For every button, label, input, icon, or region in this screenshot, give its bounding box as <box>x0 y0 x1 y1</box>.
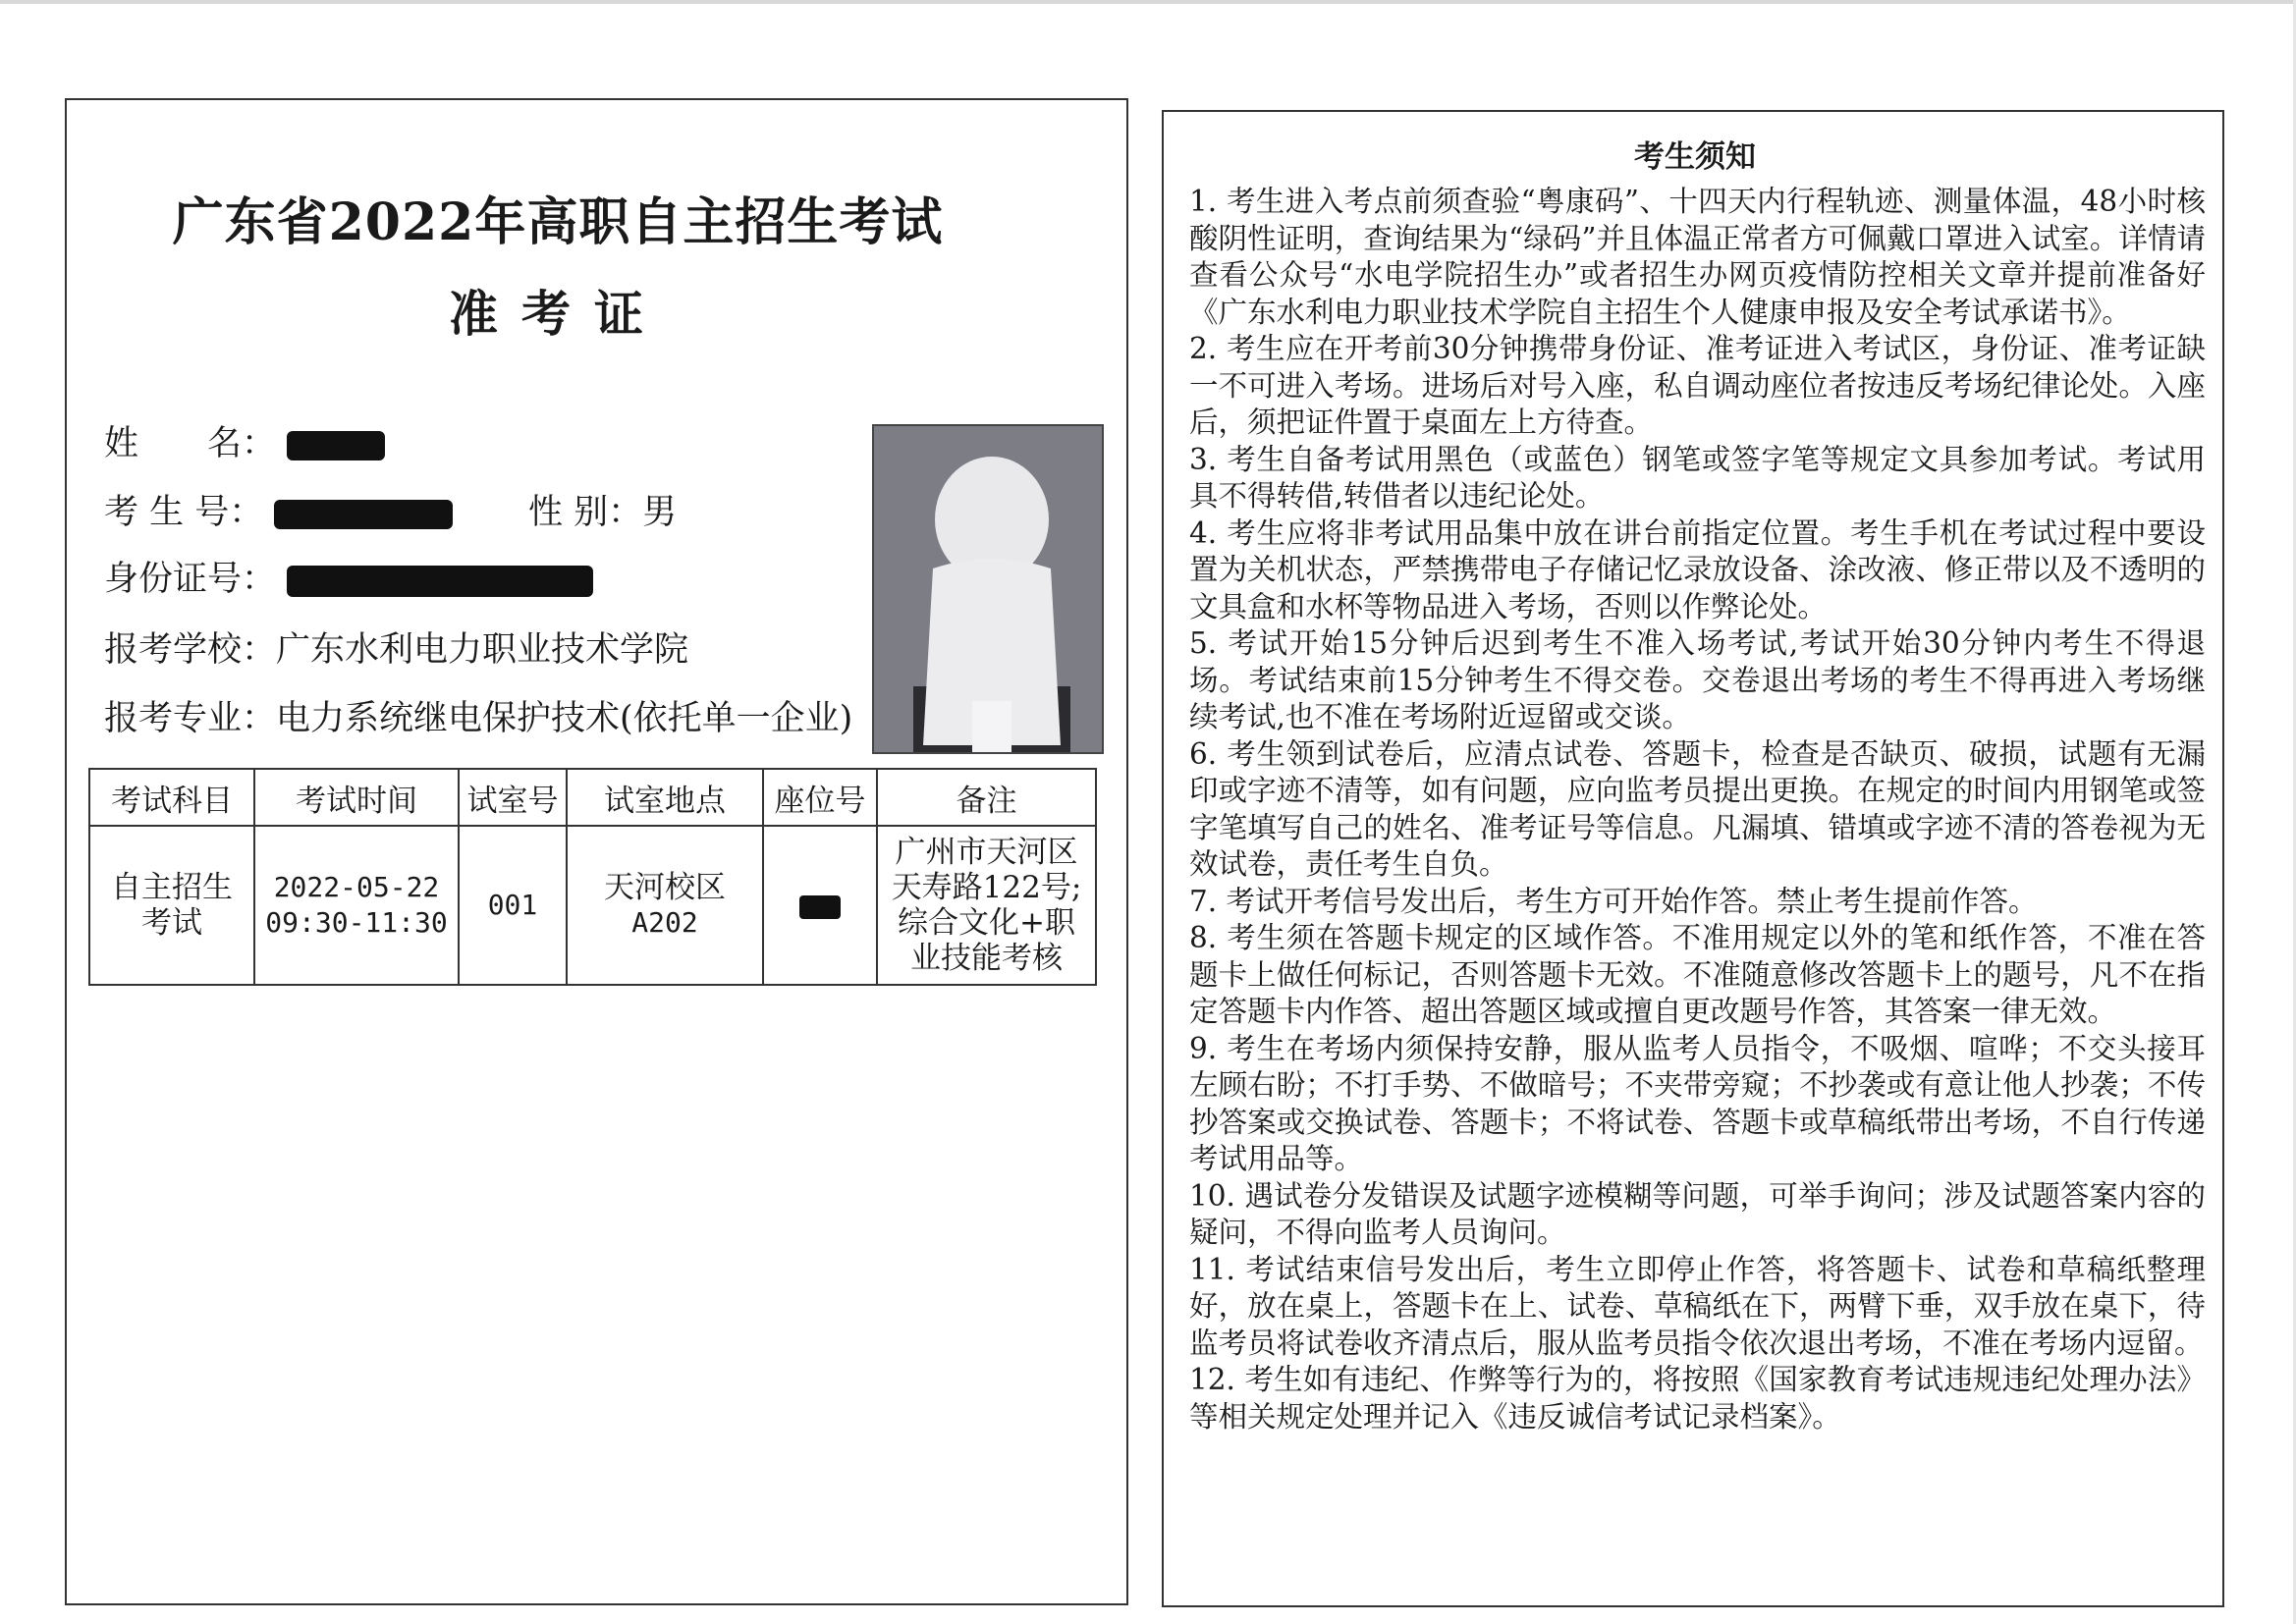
notice-title: 考生须知 <box>1634 139 1756 175</box>
major-label: 报考专业： <box>104 699 277 738</box>
ticket-title: 广东省2022年高职自主招生考试 <box>172 192 944 252</box>
candidate-notice-panel <box>1162 110 2224 1607</box>
id-number-label: 身份证号： <box>104 560 277 599</box>
exam-time: 09:30-11:30 <box>265 906 448 939</box>
gender-value: 男 <box>642 493 678 532</box>
notice-item: 7. 考试开考信号发出后，考生方可开始作答。禁止考生提前作答。 <box>1189 884 2038 918</box>
notice-item: 5. 考试开始15分钟后迟到考生不准入场考试,考试开始30分钟内考生不得退场。考试结束前15分钟考生不得交卷。交卷退出考场的考生不得再进入考场继续考试,也不准在考场附近逗留或交谈。 <box>1189 626 2206 733</box>
notice-item: 1. 考生进入考点前须查验“粤康码”、十四天内行程轨迹、测量体温，48小时核酸阴性证明，查询结果为“绿码”并且体温正常者方可佩戴口罩进入试室。详情请查看公众号“水电学院招生办”或者招生办网页疫情防控相关文章并提前准备好《广东水利电力职业技术学院自主招生个人健康申报及安全考试承诺书》。 <box>1189 185 2206 329</box>
exam-number-field <box>104 485 453 534</box>
name-field <box>104 416 385 465</box>
major-field <box>104 691 852 740</box>
table-header: 考试时间 <box>254 769 459 826</box>
seat-number-cell <box>763 826 877 985</box>
remarks-line: 广州市天河区 <box>895 835 1078 870</box>
remarks-cell <box>877 826 1096 985</box>
name-label: 姓 名： <box>104 424 277 463</box>
remarks-line: 业技能考核 <box>910 941 1063 976</box>
seat-number-redaction <box>799 895 841 919</box>
time-cell <box>254 826 459 985</box>
ticket-subtitle: 准考证 <box>449 285 667 343</box>
gender-label: 性 别： <box>528 493 643 532</box>
table-header: 备注 <box>877 769 1096 826</box>
major-value: 电力系统继电保护技术(依托单一企业) <box>276 699 853 738</box>
school-label: 报考学校： <box>104 630 277 670</box>
subject-line: 考试 <box>141 905 202 941</box>
remarks-line: 综合文化+职 <box>898 905 1075 941</box>
notice-item: 10. 遇试卷分发错误及试题字迹模糊等问题，可举手询问；涉及试题答案内容的疑问，不得向监考人员询问。 <box>1189 1178 2206 1249</box>
notice-item: 12. 考生如有违纪、作弊等行为的，将按照《国家教育考试违规违纪处理办法》等相关规定处理并记入《违反诚信考试记录档案》。 <box>1189 1363 2206 1434</box>
table-header-row <box>89 769 1096 826</box>
remarks-line: 天寿路122号; <box>891 870 1082 905</box>
notice-item: 3. 考生自备考试用黑色（或蓝色）钢笔或签字笔等规定文具参加考试。考试用具不得转借,转借者以违纪论处。 <box>1189 442 2206 513</box>
exam-number-label: 考 生 号： <box>104 493 264 532</box>
exam-date: 2022-05-22 <box>273 871 440 903</box>
table-header: 试室地点 <box>567 769 763 826</box>
exam-schedule-table <box>88 768 1097 986</box>
notice-item: 9. 考生在考场内须保持安静，服从监考人员指令，不吸烟、喧哗；不交头接耳左顾右盼；不打手势、不做暗号；不夹带旁窥；不抄袭或有意让他人抄袭；不传抄答案或交换试卷、答题卡；不将试卷、答题卡或草稿纸带出考场，不自行传递考试用品等。 <box>1189 1031 2206 1175</box>
room-code: A202 <box>631 906 698 939</box>
room-location-cell <box>567 826 763 985</box>
notice-item: 11. 考试结束信号发出后，考生立即停止作答，将答题卡、试卷和草稿纸整理好，放在桌上，答题卡在上、试卷、草稿纸在下，两臂下垂，双手放在桌下，待监考员将试卷收齐清点后，服从监考员指令依次退出考场，不准在考场内逗留。 <box>1189 1252 2206 1360</box>
subject-cell <box>89 826 254 985</box>
room-campus: 天河校区 <box>604 870 726 905</box>
blurred-portrait-icon <box>913 451 1070 754</box>
gender-field <box>528 485 677 534</box>
table-header: 考试科目 <box>89 769 254 826</box>
candidate-photo <box>872 424 1104 754</box>
school-field <box>104 623 688 672</box>
subject-line: 自主招生 <box>111 870 233 905</box>
admission-ticket-panel <box>65 98 1128 1605</box>
school-value: 广东水利电力职业技术学院 <box>276 630 689 670</box>
room-number-cell: 001 <box>459 826 567 985</box>
exam-number-redaction <box>274 500 453 529</box>
table-row <box>89 826 1096 985</box>
table-header: 座位号 <box>763 769 877 826</box>
scan-edge-top <box>0 0 2296 4</box>
notice-item: 4. 考生应将非考试用品集中放在讲台前指定位置。考生手机在考试过程中要设置为关机状态，严禁携带电子存储记忆录放设备、涂改液、修正带以及不透明的文具盒和水杯等物品进入考场，否则以作弊论处。 <box>1189 515 2206 623</box>
name-redaction <box>287 431 385 460</box>
id-number-redaction <box>287 566 593 597</box>
table-header: 试室号 <box>459 769 567 826</box>
notice-list <box>1189 184 2206 1435</box>
notice-item: 8. 考生须在答题卡规定的区域作答。不准用规定以外的笔和纸作答，不准在答题卡上做任何标记，否则答题卡无效。不准随意修改答题卡上的题号，凡不在指定答题卡内作答、超出答题区域或擅自更改题号作答，其答案一律无效。 <box>1189 921 2206 1028</box>
notice-item: 2. 考生应在开考前30分钟携带身份证、准考证进入考试区，身份证、准考证缺一不可进入考场。进场后对号入座，私自调动座位者按违反考场纪律论处。入座后，须把证件置于桌面左上方待查。 <box>1189 332 2206 439</box>
id-number-field <box>104 552 593 601</box>
notice-item: 6. 考生领到试卷后，应清点试卷、答题卡，检查是否缺页、破损，试题有无漏印或字迹不清等，如有问题，应向监考员提出更换。在规定的时间内用钢笔或签字笔填写自己的姓名、准考证号等信息。凡漏填、错填或字迹不清的答卷视为无效试卷，责任考生自负。 <box>1189 736 2206 881</box>
